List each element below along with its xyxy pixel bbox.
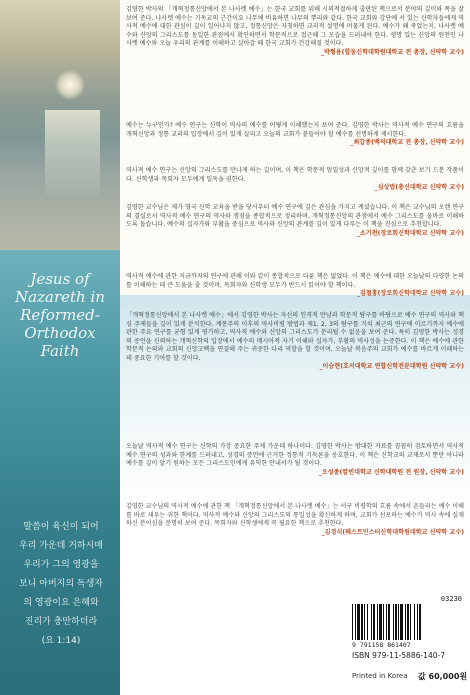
endorsement-credit: _오성종(칼빈대학교 신학대학원 전 원장, 신약학 교수)	[318, 468, 464, 476]
isbn-number: ISBN 979-11-5886-140-7	[352, 651, 445, 660]
endorsement-4	[126, 204, 464, 238]
endorsement-credit: _박형용(합동신학대학원대학교 전 총장, 신약학 교수)	[320, 48, 464, 56]
endorsement-text: 예수는 누구인가? 예수 연구는 신학이 역사의 예수를 어떻게 이해했는지 보여 준다. 김영한 박사는 역사적 예수 연구의 흐름을 개혁신앙과 정통 교리의 입장에서 깊이 있게 살피고 오늘의 교회가 붙들어야 할 예수를 선명하게 제시한다.	[126, 122, 464, 138]
endorsement-text: 오늘날 역사적 예수 연구는 신학의 가장 중요한 주제 가운데 하나이다. 김영한 박사는 방대한 자료를 꼼꼼히 검토하면서 역사적 예수 연구의 성과와 한계를 드러내고, 성경의 증언에 근거한 정통적 기독론을 옹호한다. 이 책은 신학교의 교재로서 뿐만 아니라 예수를 깊이 알기 원하는 모든 그리스도인에게 유익한 안내서가 될 것이다.	[126, 443, 464, 467]
barcode-bars	[352, 604, 462, 640]
endorsement-text: 역사적 예수 연구는 신앙의 그리스도를 만나게 하는 길이며, 이 책은 학문적 엄밀성과 신앙적 깊이를 함께 갖춘 보기 드문 작품이다. 신학생과 목회자 모두에게 일독을 권한다.	[126, 167, 464, 183]
endorsement-7	[126, 443, 464, 477]
endorsement-credit: _김경식(웨스트민스터신학대학원대학교 신약학 교수)	[321, 528, 464, 536]
water-shimmer	[45, 110, 100, 195]
left-column	[0, 0, 120, 695]
scripture-verse: 말씀이 육신이 되어 우리 가운데 거하시매 우리가 그의 영광을 보니 아버지의 독생자의 영광이요 은혜와 진리가 충만하더라 (요 1:14)	[19, 522, 103, 646]
sun-glow	[55, 70, 85, 100]
endorsement-text: 김영한 교수님의 역사적 예수에 관한 책 「개혁정통신앙에서 본 나사렛 예수」는 서구 비평학의 흐름 속에서 흔들리는 예수 이해를 바로 세우는 귀한 책이다. 역사적 예수와 신앙의 그리스도의 통일성을 확신하게 하며, 교회가 선포하는 예수가 역사 속에 실재하신 분이심을 분명히 보여 준다. 목회자와 신학생에게 꼭 필요한 책으로 추천한다.	[126, 503, 464, 527]
endorsement-8	[126, 503, 464, 537]
endorsement-credit: _심상법(총신대학교 신약학 교수)	[374, 184, 464, 191]
barcode-block	[352, 595, 462, 660]
barcode-stripe	[419, 604, 421, 640]
endorsement-credit: _소기천(장로회신학대학교 신약학 교수)	[356, 229, 464, 237]
endorsement-credit: _김철홍(장로회신학대학교 신약학 교수)	[356, 290, 464, 297]
endorsement-6	[126, 312, 464, 372]
barcode-digits: 9 791158 861407	[352, 641, 411, 649]
endorsement-2	[126, 122, 464, 148]
endorsement-text: 역사적 예수에 관한 지금까지의 연구에 관해 이와 같이 종합적으로 다룬 책은 없었다. 이 책은 예수에 대한 오늘날의 다양한 논의를 이해하는 데 큰 도움을 줄 것이며, 목회자와 신학생 모두가 반드시 읽어야 할 책이다.	[126, 273, 464, 289]
printed-in-label: Printed in Korea	[352, 672, 408, 680]
endorsement-1	[126, 6, 464, 57]
endorsement-text: 김영한 박사의 「개혁정통신앙에서 본 나사렛 예수」는 한국 교회를 위해 시의적절하게 출판된 책으로서 분야의 깊이와 폭을 잘 보여 준다. 나사렛 예수는 기독교의 근간이요 나무에 비유하면 나무의 뿌리와 같다. 한국 교회와 강단에 서 있는 신학자들에게 역사적 예수에 대한 관심이 깊이 일어나지 않고, 정통신앙은 자칫하면 교리적 설명에 머물게 된다. 예수가 왜 죽었는지, 나사렛 예수와 신앙의 그리스도를 동일한 관점에서 확인하면서 학문적으로 접근해 그 모습을 드러내야 한다. 생명 있는 신앙의 원천인 나사렛 예수와 오늘 우리의 관계를 이해하고 살아갈 때 한국 교회가 건강해질 것이다.	[126, 6, 464, 47]
endorsement-credit: _이승현(호서대학교 연합신학전문대학원 신약학 교수)	[319, 363, 464, 370]
endorsement-text: 김영한 교수님은 제가 영국 신학 교육을 받을 당시부터 예수 연구에 깊은 관심을 가지고 계셨습니다. 이 책은 교수님의 오랜 연구의 결실로서 역사적 예수 연구의 역사와 쟁점을 종합적으로 정리하며, 개혁정통신앙의 관점에서 예수 그리스도를 올바로 이해하도록 돕습니다. 예수의 십자가와 부활을 중심으로 역사와 신앙의 관계를 깊이 있게 다루는 이 책을 진심으로 추천합니다.	[126, 204, 464, 228]
endorsement-credit: _최갑종(백석대학교 전 총장, 신약학 교수)	[350, 139, 464, 146]
cover-title: Jesus of Nazareth in Reformed-Orthodox Faith	[15, 270, 105, 360]
price-label: 값 60,000원	[418, 672, 468, 681]
endorsement-5	[126, 273, 464, 299]
endorsement-text: 「개혁정통신앙에서 본 나사렛 예수」에서 김영한 박사는 자신의 인격적 만남과 학문적 탐구를 바탕으로 예수 연구의 역사와 핵심 주제들을 깊이 있게 분석한다. 계몽주의 이후의 역사비평 방법과 제1, 2, 3의 탐구를 거쳐 최근의 연구에 이르기까지 예수에 관한 주요 연구를 균형 있게 평가하고, 역사적 예수와 신앙의 그리스도가 분리될 수 없음을 보여 준다. 특히 김영한 박사는 성경의 증언을 신뢰하는 개혁신학의 입장에서 예수의 메시아적 자기 이해와 십자가, 부활의 역사성을 논증한다. 이 책은 예수에 관한 학문적 논의와 교회의 신앙고백을 연결해 주는 귀중한 다리 역할을 할 것이며, 오늘날 복음주의 교회가 예수를 바르게 이해하는 데 중요한 기여를 할 것이다.	[126, 312, 464, 362]
barcode-addon-code: 03230	[440, 595, 462, 603]
sea-photo	[0, 0, 120, 250]
endorsement-3	[126, 167, 464, 193]
